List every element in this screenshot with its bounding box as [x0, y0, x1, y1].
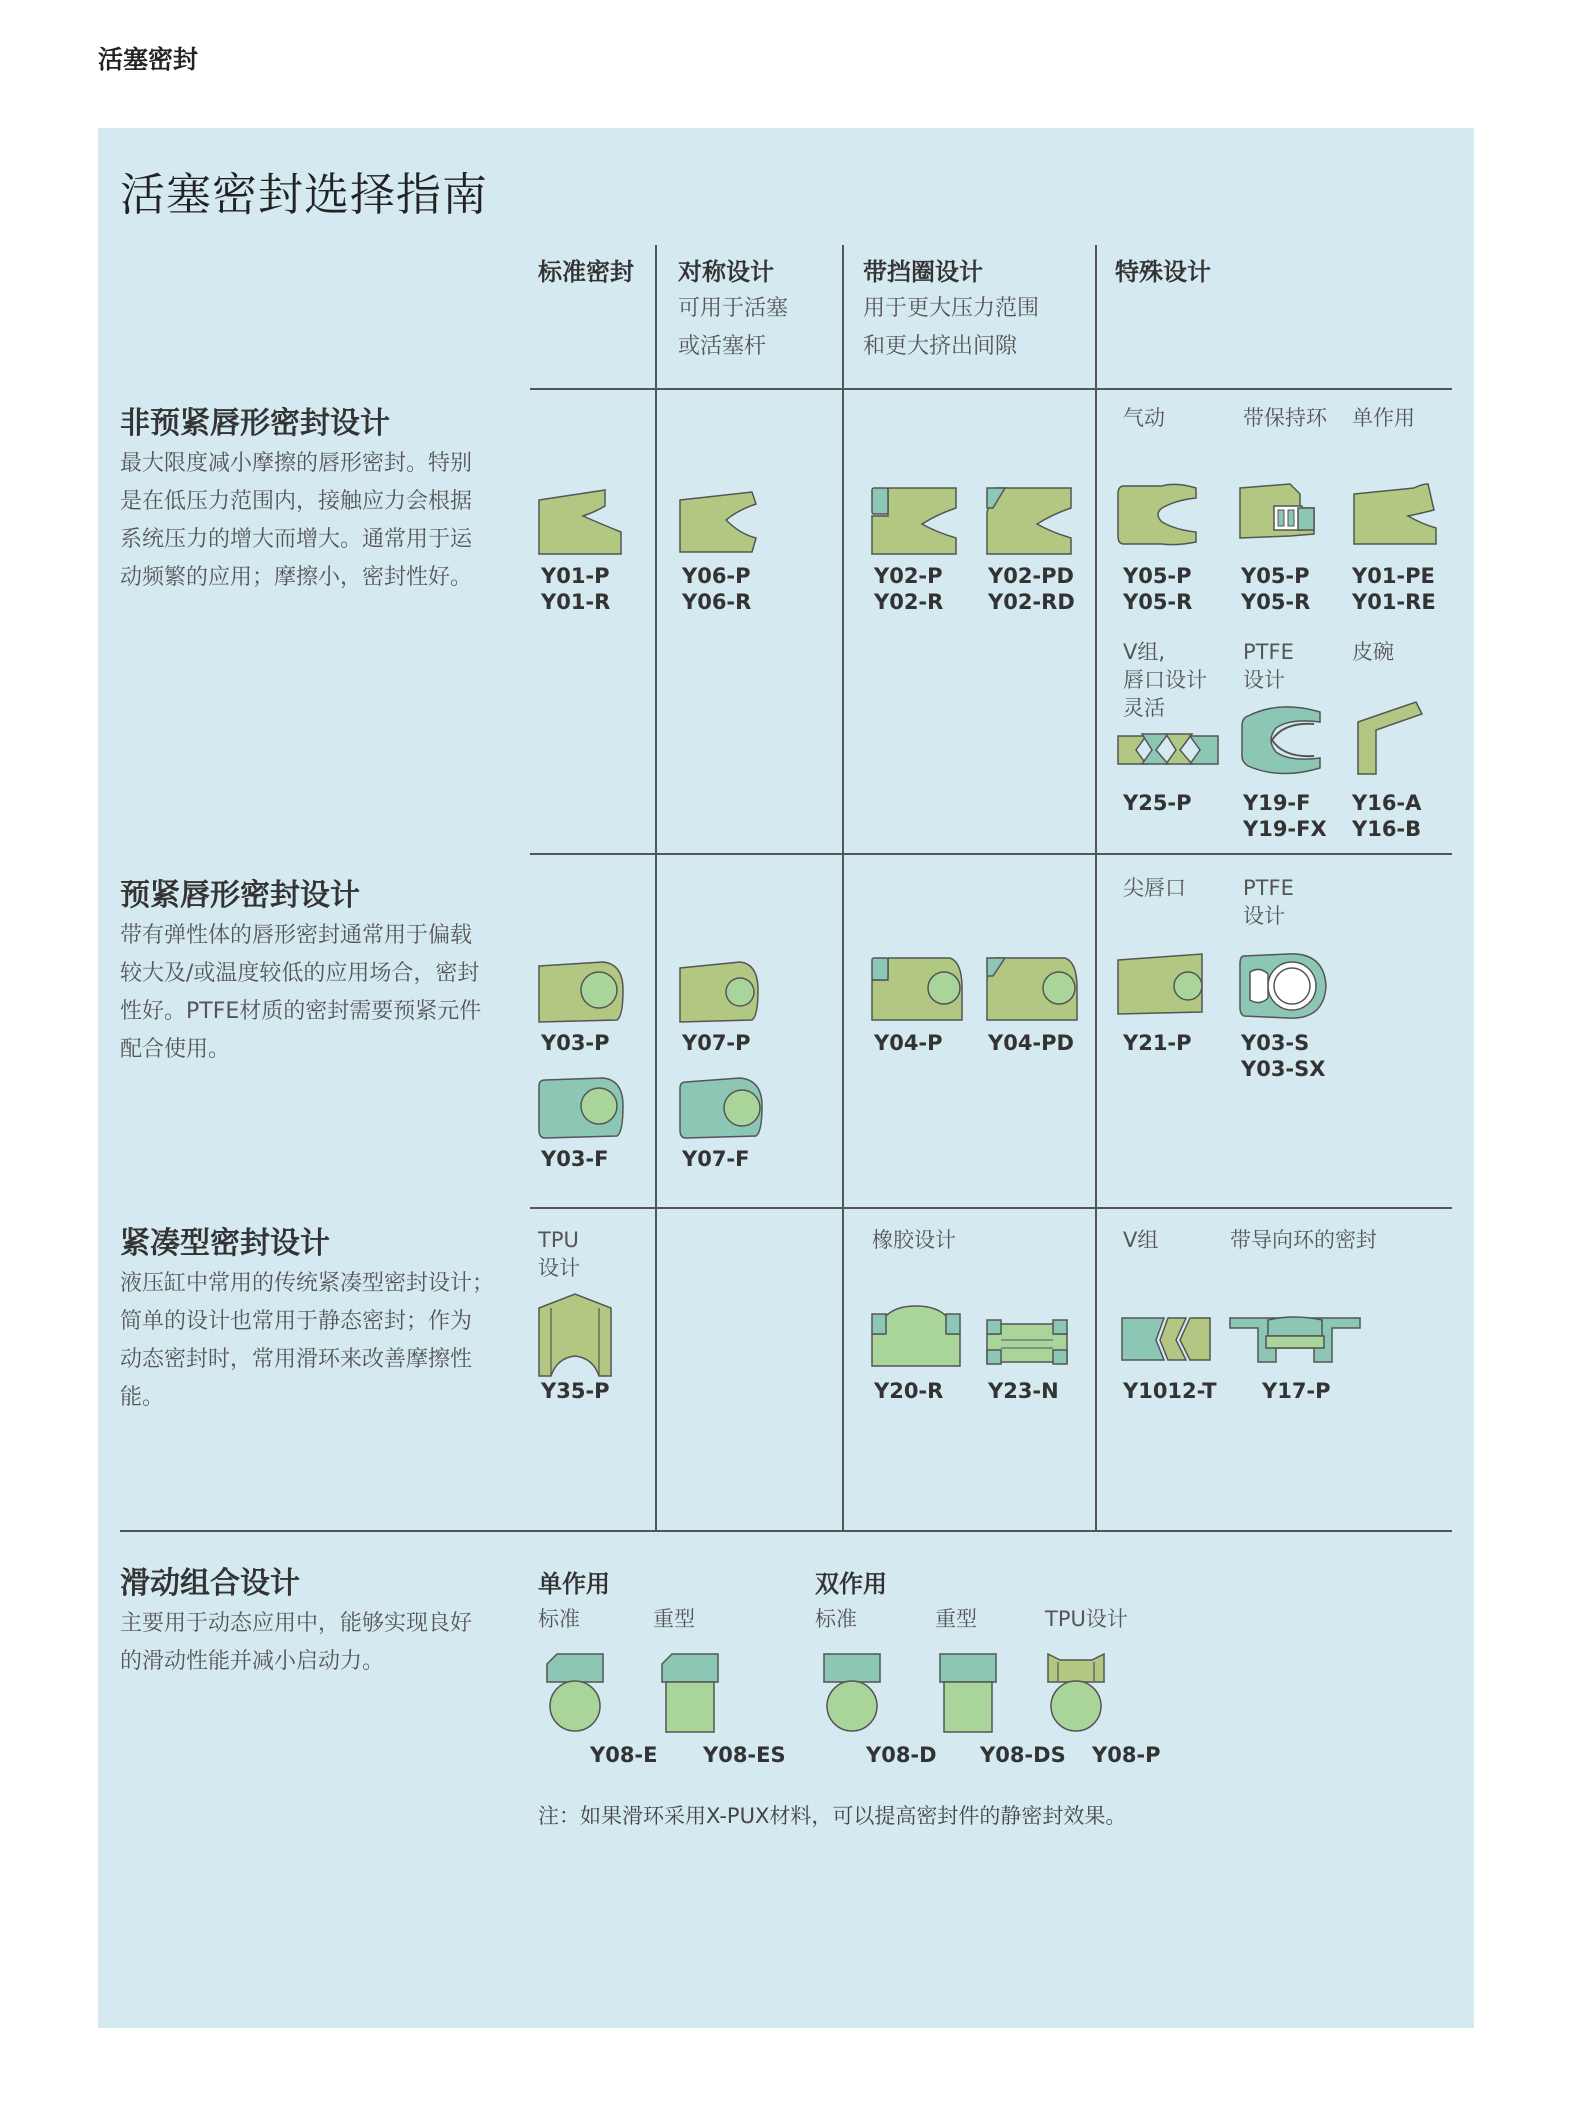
- col-backup-sub2: 和更大挤出间隙: [863, 334, 1018, 359]
- seal-y08ds-icon: [938, 1652, 998, 1736]
- label-double-acting: 双作用: [815, 1570, 887, 1598]
- footnote: 注：如果滑环采用X-PUX材料，可以提高密封件的静密封效果。: [538, 1804, 1127, 1828]
- seal-y02p-icon: [870, 484, 960, 558]
- code-y08es: Y08-ES: [703, 1743, 786, 1767]
- code-y01p: Y01-P Y01-R: [541, 564, 611, 614]
- seal-y08e-icon: [545, 1652, 605, 1734]
- code-y04pd: Y04-PD: [988, 1031, 1074, 1055]
- seal-y07f-icon: [678, 1076, 768, 1142]
- code-y03f: Y03-F: [541, 1147, 609, 1171]
- section2-title: 预紧唇形密封设计: [120, 878, 360, 913]
- code-y03s: Y03-S Y03-SX: [1241, 1031, 1326, 1081]
- seal-y08es-icon: [660, 1652, 720, 1736]
- code-y19f: Y19-F Y19-FX: [1243, 791, 1327, 841]
- col-symmetric-sub1: 可用于活塞: [678, 296, 789, 321]
- seal-y03s-icon: [1238, 952, 1330, 1022]
- grid-hline-4: [120, 1530, 1452, 1532]
- label-tpu-design-2: TPU设计: [1045, 1607, 1128, 1631]
- seal-y05p-ring-icon: [1238, 482, 1326, 548]
- section3-desc: 液压缸中常用的传统紧凑型密封设计； 简单的设计也常用于静态密封；作为 动态密封时，常用滑环来改善摩擦性 能。: [120, 1271, 495, 1410]
- seal-y01pe-icon: [1352, 482, 1440, 548]
- seal-y19f-icon: [1240, 706, 1326, 776]
- code-y08ds: Y08-DS: [980, 1743, 1066, 1767]
- label-standard-2: 标准: [815, 1607, 857, 1631]
- label-pneumatic: 气动: [1123, 406, 1165, 430]
- seal-y35p-icon: [537, 1292, 613, 1378]
- seal-y23n-icon: [985, 1316, 1069, 1368]
- code-y04p: Y04-P: [874, 1031, 943, 1055]
- label-single-acting: 单作用: [538, 1570, 610, 1598]
- col-backup-title: 带挡圈设计: [863, 258, 983, 286]
- label-rubber-design: 橡胶设计: [872, 1228, 956, 1252]
- label-vset: V组: [1123, 1228, 1159, 1252]
- seal-y06p-icon: [678, 490, 768, 560]
- label-heavy-2: 重型: [935, 1607, 977, 1631]
- seal-y20r-icon: [870, 1304, 962, 1368]
- code-y08p: Y08-P: [1092, 1743, 1161, 1767]
- seal-y02pd-icon: [985, 484, 1075, 558]
- col-symmetric-title: 对称设计: [678, 258, 774, 286]
- code-y20r: Y20-R: [874, 1379, 944, 1403]
- code-y35p: Y35-P: [541, 1379, 610, 1403]
- section1-desc: 最大限度减小摩擦的唇形密封。特别 是在低压力范围内，接触应力会根据 系统压力的增大而增大。通常用于运 动频繁的应用；摩擦小，密封性好。: [120, 451, 473, 590]
- code-y23n: Y23-N: [988, 1379, 1059, 1403]
- seal-y17p-icon: [1228, 1314, 1362, 1366]
- grid-hline-2: [530, 853, 1452, 855]
- code-y05p-b: Y05-P Y05-R: [1241, 564, 1311, 614]
- seal-y25p-icon: [1116, 730, 1222, 768]
- code-y07f: Y07-F: [682, 1147, 750, 1171]
- code-y02pd: Y02-PD Y02-RD: [988, 564, 1075, 614]
- label-retaining-ring: 带保持环: [1243, 406, 1327, 430]
- label-tpu-design: TPU 设计: [538, 1228, 580, 1280]
- label-heavy-1: 重型: [653, 1607, 695, 1631]
- seal-y03p-icon: [537, 960, 627, 1026]
- section2-desc: 带有弹性体的唇形密封通常用于偏载 较大及/或温度较低的应用场合，密封 性好。PTFE材质的密封需要预紧元件 配合使用。: [120, 923, 482, 1062]
- seal-y21p-icon: [1116, 952, 1206, 1018]
- section4-desc: 主要用于动态应用中，能够实现良好 的滑动性能并减小启动力。: [120, 1611, 473, 1674]
- grid-hline-3: [530, 1207, 1452, 1209]
- label-ptfe-design-2: PTFE 设计: [1243, 876, 1294, 928]
- seal-y08p-icon: [1046, 1652, 1106, 1734]
- seal-y07p-icon: [678, 960, 768, 1026]
- page-title: 活塞密封选择指南: [120, 168, 489, 221]
- seal-y04p-icon: [870, 954, 966, 1024]
- code-y21p: Y21-P: [1123, 1031, 1192, 1055]
- seal-y08d-icon: [822, 1652, 882, 1734]
- label-cup: 皮碗: [1352, 640, 1394, 664]
- code-y1012t: Y1012-T: [1123, 1379, 1217, 1403]
- col-backup-sub1: 用于更大压力范围: [863, 296, 1040, 321]
- code-y25p: Y25-P: [1123, 791, 1192, 815]
- col-special-title: 特殊设计: [1115, 258, 1211, 286]
- col-standard-title: 标准密封: [538, 258, 634, 286]
- seal-y01p-icon: [537, 488, 627, 558]
- code-y05p-a: Y05-P Y05-R: [1123, 564, 1193, 614]
- code-y06p: Y06-P Y06-R: [682, 564, 752, 614]
- section1-title: 非预紧唇形密封设计: [120, 406, 390, 441]
- grid-vline-1: [655, 245, 657, 1530]
- code-y08d: Y08-D: [866, 1743, 937, 1767]
- col-symmetric-sub2: 或活塞杆: [678, 334, 767, 359]
- grid-vline-2: [842, 245, 844, 1530]
- seal-y05p-icon: [1116, 482, 1202, 548]
- code-y07p: Y07-P: [682, 1031, 751, 1055]
- label-ptfe-design: PTFE 设计: [1243, 640, 1294, 692]
- label-guide-ring-seal: 带导向环的密封: [1230, 1228, 1377, 1252]
- section4-title: 滑动组合设计: [120, 1566, 300, 1601]
- seal-y03f-icon: [537, 1076, 627, 1142]
- label-vset-flex: V组, 唇口设计 灵活: [1123, 640, 1207, 720]
- page-header: 活塞密封: [98, 45, 199, 74]
- code-y01pe: Y01-PE Y01-RE: [1352, 564, 1436, 614]
- grid-vline-3: [1095, 245, 1097, 1530]
- label-standard-1: 标准: [538, 1607, 580, 1631]
- code-y02p: Y02-P Y02-R: [874, 564, 944, 614]
- label-single-acting-r1: 单作用: [1352, 406, 1415, 430]
- label-sharp-lip: 尖唇口: [1123, 876, 1186, 900]
- code-y16a: Y16-A Y16-B: [1352, 791, 1422, 841]
- code-y08e: Y08-E: [590, 1743, 658, 1767]
- seal-y16a-icon: [1356, 700, 1426, 776]
- section3-title: 紧凑型密封设计: [120, 1226, 330, 1261]
- seal-y04pd-icon: [985, 954, 1081, 1024]
- grid-hline-1: [530, 388, 1452, 390]
- seal-y1012t-icon: [1120, 1314, 1214, 1364]
- code-y03p: Y03-P: [541, 1031, 610, 1055]
- code-y17p: Y17-P: [1262, 1379, 1331, 1403]
